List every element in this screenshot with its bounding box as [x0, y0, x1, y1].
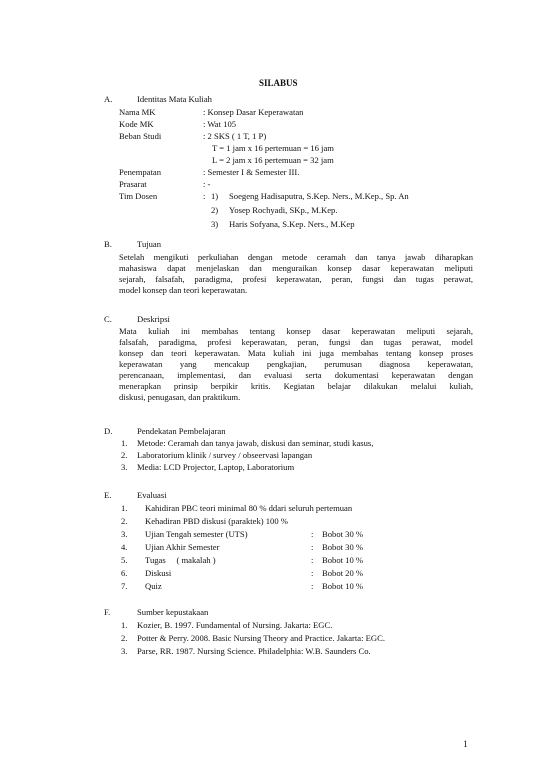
deskripsi-line: konsep dan teori keperawatan. Mata kuliah ini juga membahas tentang konsep proses — [119, 348, 473, 358]
page-title: SILABUS — [259, 78, 298, 88]
identity-label: Kode MK — [119, 119, 154, 129]
eval-bobot: Bobot 30 % — [322, 529, 364, 539]
eval-bobot: Bobot 20 % — [322, 568, 364, 578]
tujuan-line: Setelah mengikuti perkuliahan dengan metode ceramah dan tanya jawab diharapkan — [119, 252, 473, 262]
tujuan-line: sejarah, falsafah, paradigma, profesi keperawatan, peran, fungsi dan tugas perawat, — [119, 274, 473, 284]
eval-num: 2. — [121, 516, 128, 526]
identity-value: : Konsep Dasar Keperawatan — [203, 107, 304, 117]
dosen-name: Yosep Rochyadi, SKp., M.Kep. — [229, 205, 338, 215]
eval-num: 5. — [121, 555, 128, 565]
eval-bobot: Bobot 10 % — [322, 555, 364, 565]
eval-num: 3. — [121, 529, 128, 539]
eval-colon: : — [311, 568, 314, 578]
deskripsi-line: diskusi, penugasan, dan praktikum. — [119, 392, 241, 402]
section-f-letter: F. — [104, 607, 111, 617]
reference-text: Parse, RR. 1987. Nursing Science. Philadelphia: W.B. Saunders Co. — [137, 646, 371, 656]
list-item-text: Media: LCD Projector, Laptop, Laboratorium — [137, 462, 295, 472]
deskripsi-line: perencanaan, implementasi, dan evaluasi serta dokumentasi keperawatan dengan — [119, 370, 473, 380]
list-item-text: Laboratorium klinik / survey / obseervasi lapangan — [137, 450, 313, 460]
eval-num: 4. — [121, 542, 128, 552]
section-c-heading: Deskripsi — [137, 314, 170, 324]
eval-text: Kehadiran PBD diskusi (paraktek) 100 % — [145, 516, 288, 526]
eval-bobot: Bobot 30 % — [322, 542, 364, 552]
eval-colon: : — [311, 555, 314, 565]
identity-value: : Wat 105 — [203, 119, 237, 129]
reference-text: Potter & Perry. 2008. Basic Nursing Theory and Practice. Jakarta: EGC. — [137, 633, 385, 643]
list-item-num: 3. — [121, 462, 128, 472]
section-d-letter: D. — [104, 426, 113, 436]
eval-num: 7. — [121, 581, 128, 591]
eval-bobot: Bobot 10 % — [322, 581, 364, 591]
list-item-num: 2. — [121, 450, 128, 460]
identity-label: Beban Studi — [119, 131, 162, 141]
eval-num: 1. — [121, 503, 128, 513]
section-e-letter: E. — [104, 490, 112, 500]
dosen-num: 2) — [211, 205, 219, 215]
dosen-label: Tim Dosen — [119, 191, 158, 201]
dosen-num: 3) — [211, 219, 219, 229]
deskripsi-line: Mata kuliah ini membahas tentang konsep dasar keperawatan meliputi sejarah, — [119, 326, 473, 336]
eval-text: Tugas ( makalah ) — [145, 555, 216, 565]
dosen-name: Soegeng Hadisaputra, S.Kep. Ners., M.Kep., Sp. An — [229, 191, 409, 201]
eval-text: Ujian Tengah semester (UTS) — [145, 529, 248, 539]
reference-num: 2. — [121, 633, 128, 643]
identity-value: : - — [203, 179, 211, 189]
eval-colon: : — [311, 542, 314, 552]
identity-value: : 2 SKS ( 1 T, 1 P) — [203, 131, 267, 141]
tujuan-line: mahasiswa dapat menjelaskan dan menguraikan konsep dasar keperawatan meliputi — [119, 263, 473, 273]
dosen-num: 1) — [211, 191, 219, 201]
tujuan-line: model konsep dan teori keperawatan. — [119, 285, 248, 295]
deskripsi-line: keperawatan yang mencakup pengkajian, perumusan diagnosa keperawatan, — [119, 359, 473, 369]
identity-label: Penempatan — [119, 167, 161, 177]
list-item-num: 1. — [121, 438, 128, 448]
deskripsi-line: falsafah, paradigma, profesi keperawatan, peran, fungsi dan tugas perawat, model — [119, 337, 473, 347]
identity-label: Prasarat — [119, 179, 147, 189]
section-a-letter: A. — [104, 94, 113, 104]
section-a-heading: Identitas Mata Kuliah — [137, 94, 212, 104]
deskripsi-line: menerapkan prinsip berpikir kritis. Kegiatan belajar dilakukan melalui kuliah, — [119, 381, 473, 391]
list-item-text: Metode: Ceramah dan tanya jawab, diskusi dan seminar, studi kasus, — [137, 438, 374, 448]
eval-text: Diskusi — [145, 568, 172, 578]
eval-text: Quiz — [145, 581, 162, 591]
tujuan-paragraph — [119, 252, 473, 296]
eval-num: 6. — [121, 568, 128, 578]
deskripsi-paragraph — [119, 326, 473, 403]
eval-text: Ujian Akhir Semester — [145, 542, 220, 552]
eval-text: Kahidiran PBC teori minimal 80 % ddari seluruh pertemuan — [145, 503, 353, 513]
section-f-heading: Sumber kepustakaan — [137, 607, 209, 617]
reference-text: Kozier, B. 1997. Fundamental of Nursing. Jakarta: EGC. — [137, 620, 333, 630]
reference-num: 1. — [121, 620, 128, 630]
identity-value: T = 1 jam x 16 pertemuan = 16 jam — [212, 143, 334, 153]
section-b-heading: Tujuan — [137, 239, 162, 249]
section-d-heading: Pendekatan Pembelajaran — [137, 426, 226, 436]
eval-colon: : — [311, 529, 314, 539]
identity-label: Nama MK — [119, 107, 156, 117]
page-number: 1 — [463, 740, 468, 750]
section-c-letter: C. — [104, 314, 112, 324]
dosen-colon: : — [203, 191, 206, 201]
identity-value: L = 2 jam x 16 pertemuan = 32 jam — [212, 155, 334, 165]
section-b-letter: B. — [104, 239, 112, 249]
reference-num: 3. — [121, 646, 128, 656]
section-e-heading: Evaluasi — [137, 490, 167, 500]
eval-colon: : — [311, 581, 314, 591]
dosen-name: Haris Sofyana, S.Kep. Ners., M.Kep — [229, 219, 355, 229]
identity-value: : Semester I & Semester III. — [203, 167, 300, 177]
